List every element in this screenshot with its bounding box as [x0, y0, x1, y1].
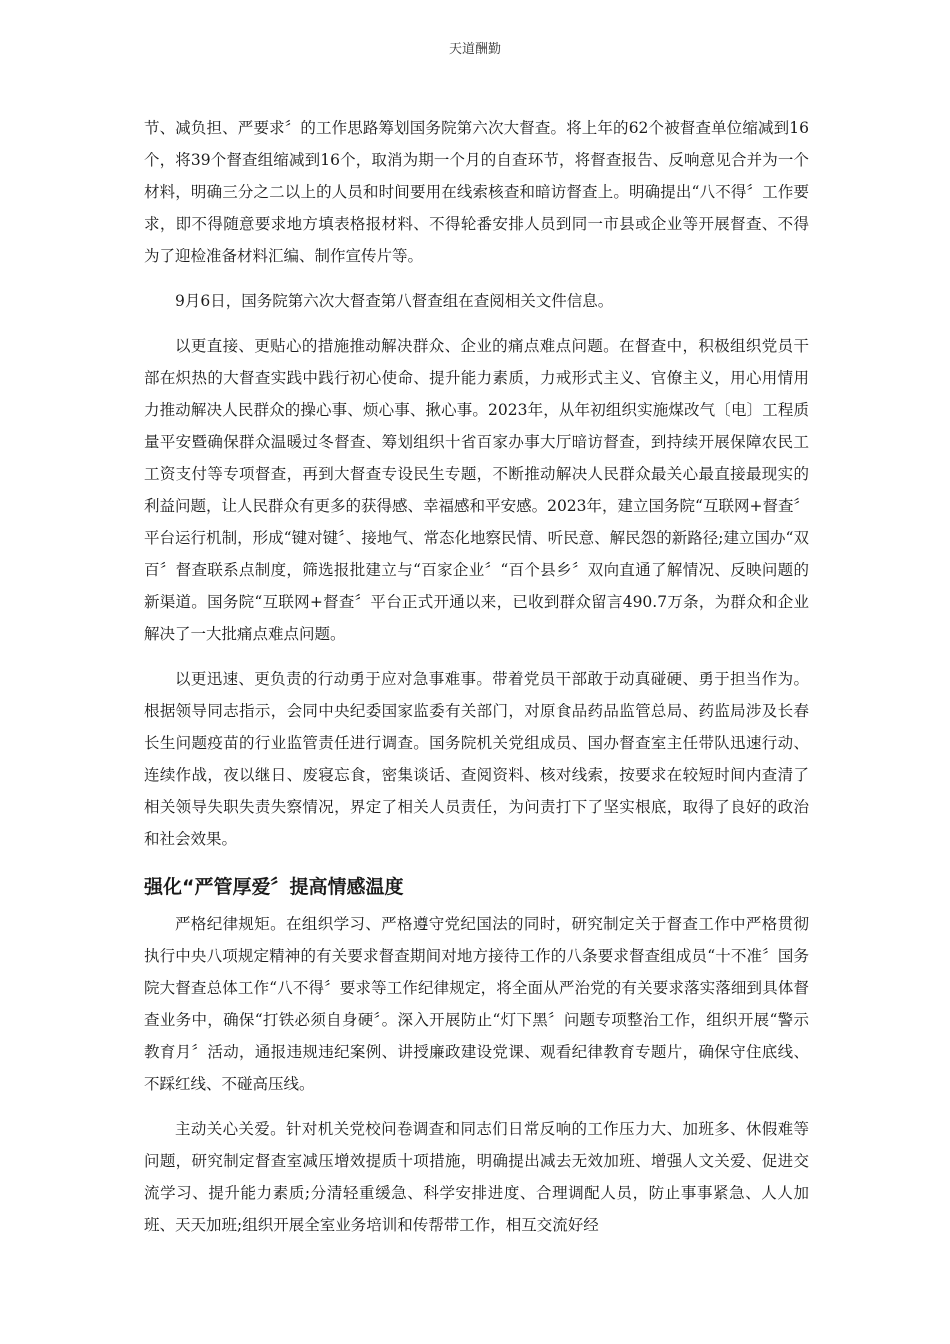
document-body — [144, 112, 809, 1254]
paragraph: 以更直接、更贴心的措施推动解决群众、企业的痛点难点问题。在督查中，积极组织党员干部在炽热的大督查实践中践行初心使命、提升能力素质，力戒形式主义、官僚主义，用心用情用力推动解决人民群众的操心事、烦心事、揪心事。2023年，从年初组织实施煤改气〔电〕工程质量平安暨确保群众温暖过冬督查、筹划组织十省百家办事大厅暗访督查，到持续开展保障农民工工资支付等专项督查，再到大督查专设民生专题，不断推动解决人民群众最关心最直接最现实的利益问题，让人民群众有更多的获得感、幸福感和平安感。2023年，建立国务院“互联网+督查〞平台运行机制，形成“键对键〞、接地气、常态化地察民情、听民意、解民怨的新路径;建立国办“双百〞督查联系点制度，筛选报批建立与“百家企业〞“百个县乡〞双向直通了解情况、反映问题的新渠道。国务院“互联网+督查〞平台正式开通以来，已收到群众留言490.7万条，为群众和企业解决了一大批痛点难点问题。 — [144, 337, 809, 643]
paragraph: 严格纪律规矩。在组织学习、严格遵守党纪国法的同时，研究制定关于督查工作中严格贯彻执行中央八项规定精神的有关要求督查期间对地方接待工作的八条要求督查组成员“十不准〞国务院大督查总体工作“八不得〞要求等工作纪律规定，将全面从严治党的有关要求落实落细到具体督查业务中，确保“打铁必须自身硬〞。深入开展防止“灯下黑〞问题专项整治工作，组织开展“警示教育月〞活动，通报违规违纪案例、讲授廉政建设党课、观看纪律教育专题片，确保守住底线、不踩红线、不碰高压线。 — [144, 915, 809, 1093]
section-heading: 强化“严管厚爱〞提高情感温度 — [144, 876, 404, 898]
paragraph-photo-caption: 9月6日，国务院第六次大督查第八督查组在查阅相关文件信息。 — [175, 292, 614, 310]
page-header: 天道酬勤 — [448, 42, 501, 57]
paragraph: 以更迅速、更负责的行动勇于应对急事难事。带着党员干部敢于动真碰硬、勇于担当作为。根据领导同志指示，会同中央纪委国家监委有关部门，对原食品药品监管总局、药监局涉及长春长生问题疫苗的行业监管责任进行调查。国务院机关党组成员、国办督查室主任带队迅速行动、连续作战，夜以继日、废寝忘食，密集谈话、查阅资料、核对线索，按要求在较短时间内查清了相关领导失职失责失察情况，界定了相关人员责任，为问责打下了坚实根底，取得了良好的政治和社会效果。 — [144, 670, 809, 848]
paragraph: 主动关心关爱。针对机关党校问卷调查和同志们日常反响的工作压力大、加班多、休假难等问题，研究制定督查室减压增效提质十项措施，明确提出减去无效加班、增强人文关爱、促进交流学习、提升能力素质;分清轻重缓急、科学安排进度、合理调配人员，防止事事紧急、人人加班、天天加班;组织开展全室业务培训和传帮带工作，相互交流好经 — [144, 1120, 809, 1234]
paragraph-continued: 节、减负担、严要求〞的工作思路筹划国务院第六次大督查。将上年的62个被督查单位缩减到16个，将39个督查组缩减到16个，取消为期一个月的自查环节，将督查报告、反响意见合并为一个材料，明确三分之二以上的人员和时间要用在线索核查和暗访督查上。明确提出“八不得〞工作要求，即不得随意要求地方填表格报材料、不得轮番安排人员到同一市县或企业等开展督查、不得为了迎检准备材料汇编、制作宣传片等。 — [144, 119, 809, 265]
